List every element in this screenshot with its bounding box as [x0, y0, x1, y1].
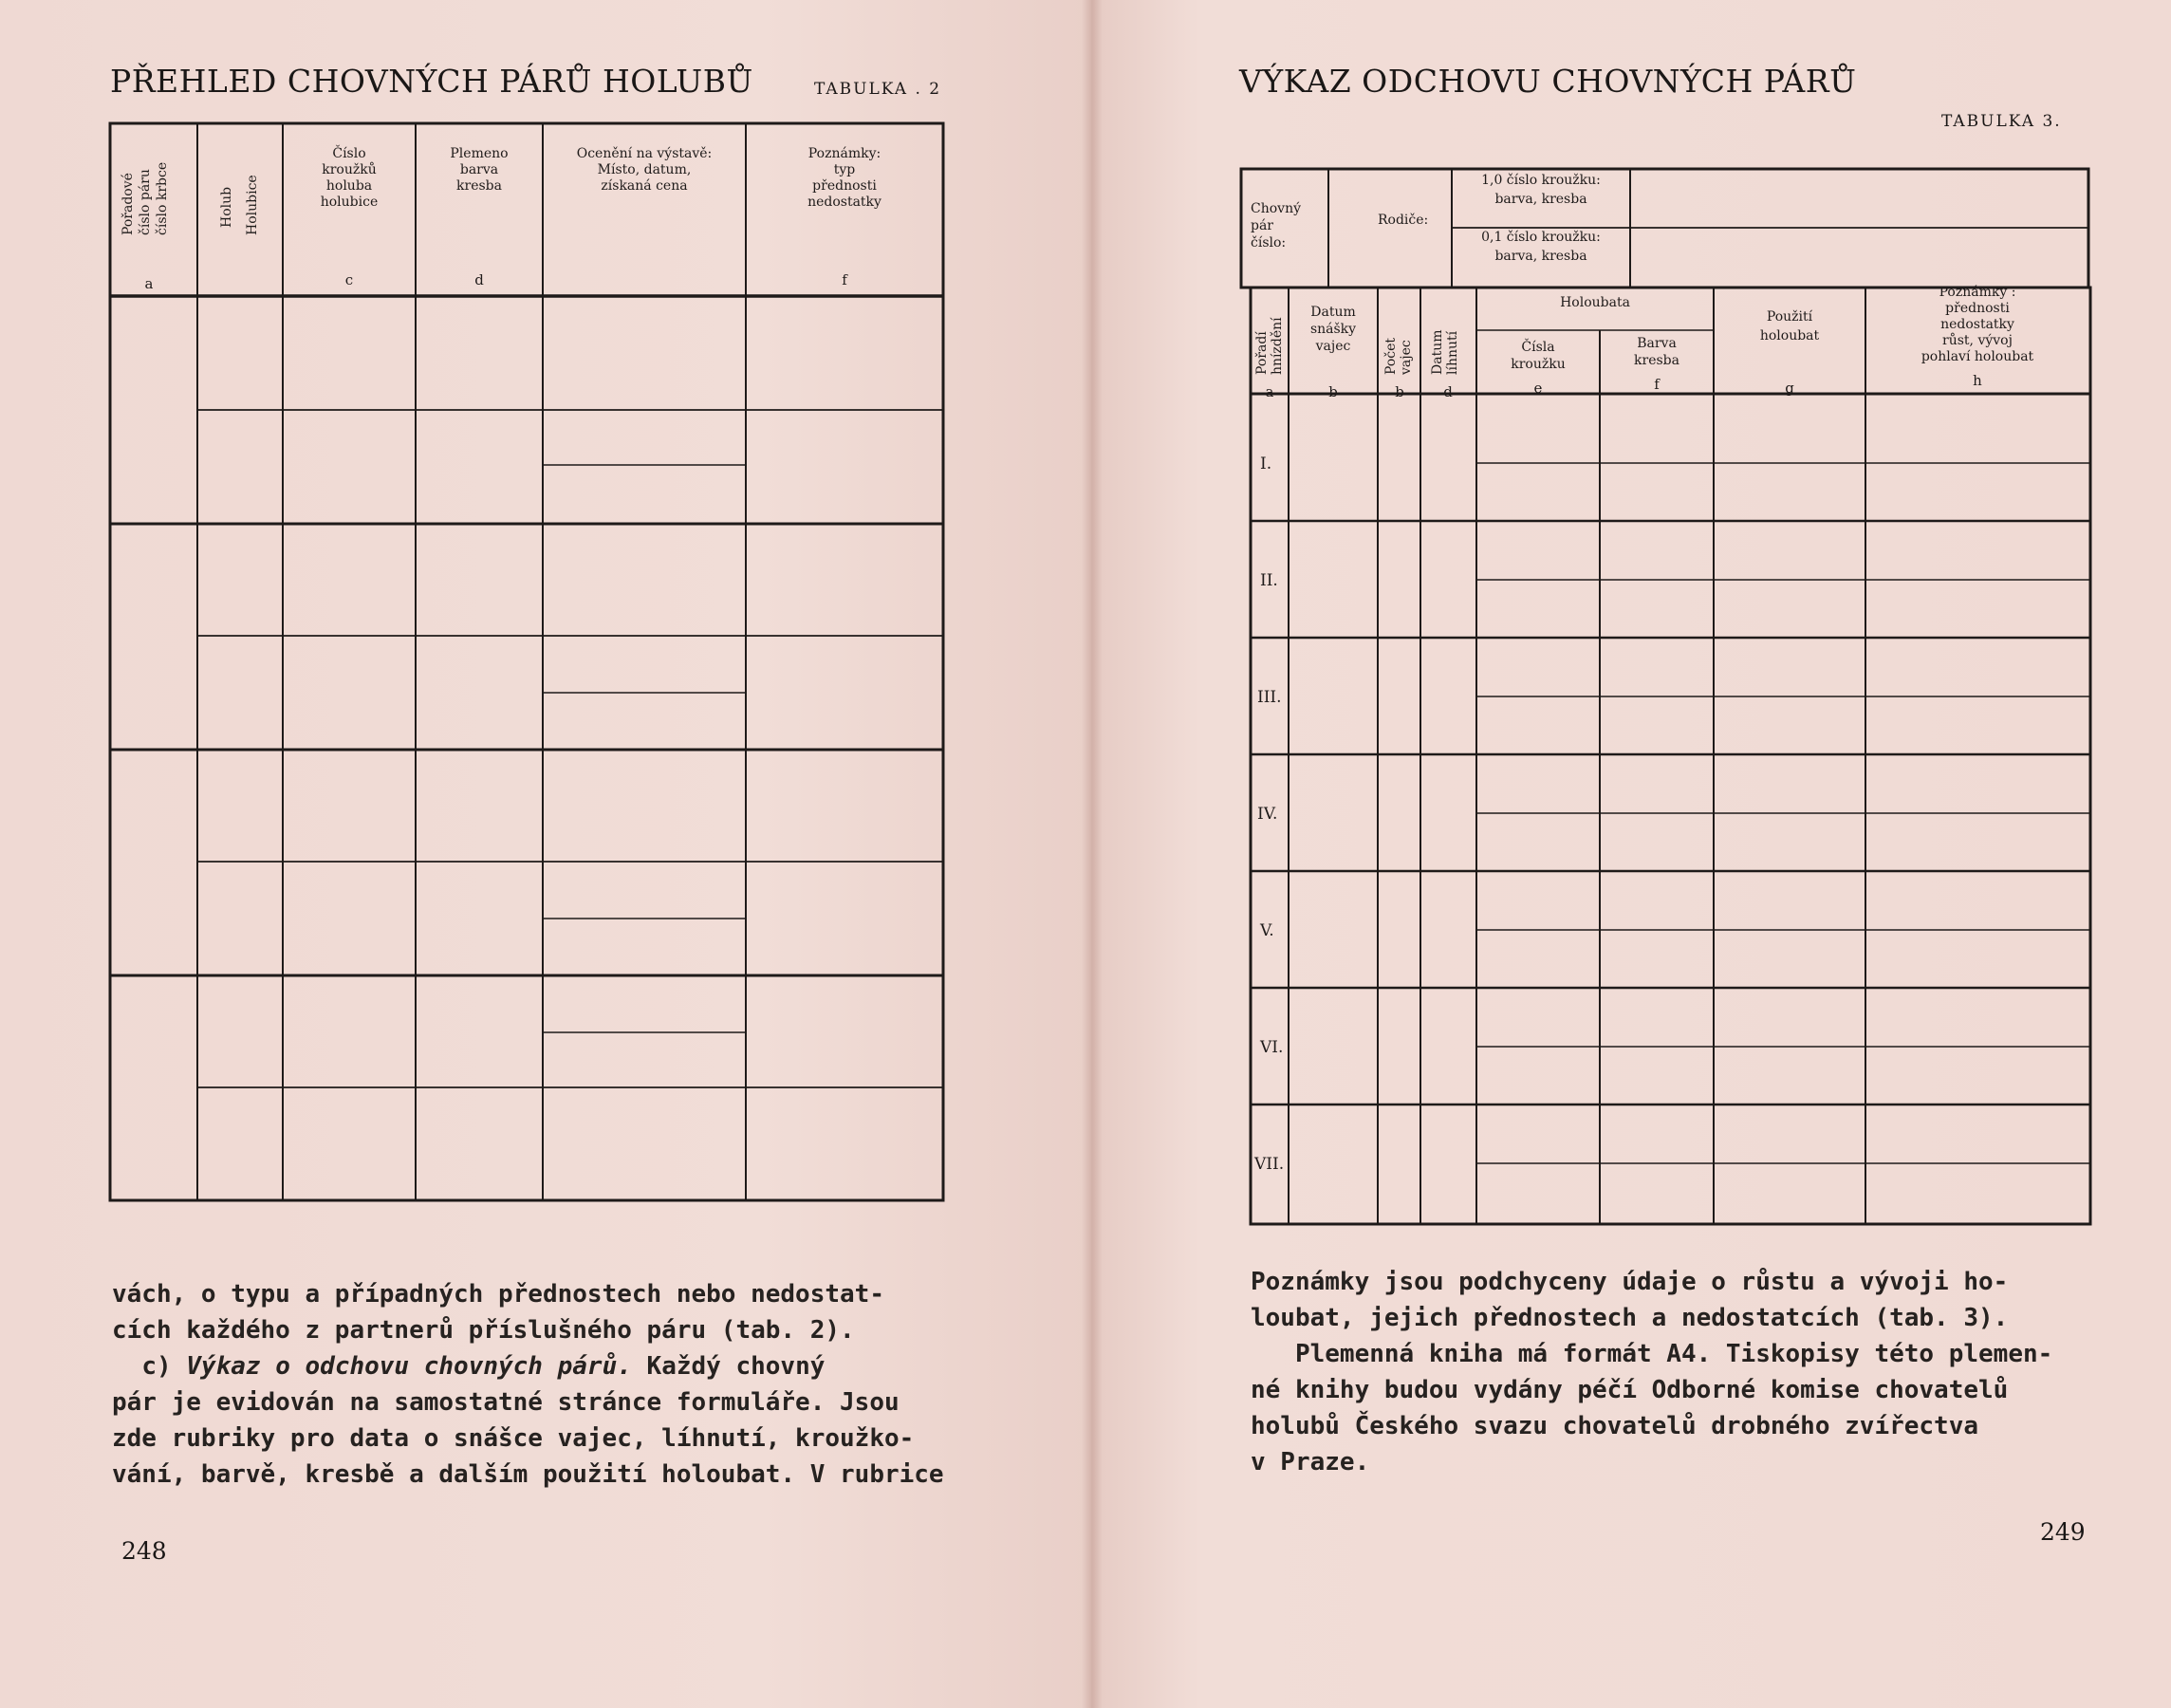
right-line-5: holubů Českého svazu chovatelů drobného zvířectva — [1251, 1412, 1979, 1440]
col-letter-f: f — [842, 271, 847, 288]
r-letter-b2: b — [1395, 383, 1404, 400]
pair-number-label: Chovný pár číslo: — [1251, 201, 1301, 251]
left-line-6: vání, barvě, kresbě a dalším použití holoubat. V rubrice — [112, 1460, 944, 1489]
right-body-text — [1251, 1264, 2052, 1480]
right-line-3: Plemenná kniha má formát A4. Tiskopisy této plemen- — [1251, 1340, 2053, 1368]
r-letter-g: g — [1785, 380, 1794, 397]
header-pair-number-3: číslo krbce — [155, 161, 170, 235]
left-line-5: zde rubriky pro data o snášce vajec, líhnutí, kroužko- — [112, 1424, 915, 1453]
r-letter-f: f — [1654, 376, 1660, 393]
right-line-4: né knihy budou vydány péčí Odborné komise chovatelů — [1251, 1376, 2009, 1404]
breeding-pairs-table — [110, 123, 943, 1200]
header-egg-count-2: vajec — [1399, 340, 1414, 375]
r-letter-a: a — [1265, 383, 1274, 400]
r-letter-d: d — [1443, 383, 1453, 400]
header-nest-order-2: hnízdění — [1270, 317, 1285, 375]
header-hatch-date-1: Datum — [1430, 329, 1445, 375]
row-label-VII: VII. — [1254, 1155, 1285, 1174]
r-letter-b: b — [1328, 383, 1338, 400]
r-letter-h: h — [1973, 372, 1982, 389]
row-label-IV: IV. — [1257, 805, 1278, 824]
right-line-1: Poznámky jsou podchyceny údaje o růstu a vývoji ho- — [1251, 1268, 2009, 1296]
left-body-text — [112, 1276, 944, 1493]
row-label-III: III. — [1257, 688, 1282, 707]
male-ring-label: 1,0 číslo kroužku: barva, kresba — [1481, 173, 1601, 207]
header-notes: Poznámky: typ přednosti nedostatky — [807, 146, 881, 210]
right-page-title: VÝKAZ ODCHOVU CHOVNÝCH PÁRŮ — [1239, 63, 1857, 100]
header-ring-numbers-young: Čísla kroužku — [1511, 340, 1566, 372]
header-notes-young: Poznámky : přednosti nedostatky růst, vývoj pohlaví holoubat — [1920, 285, 2034, 364]
left-table-label: TABULKA . 2 — [814, 80, 942, 99]
header-color-pattern: Barva kresba — [1634, 336, 1679, 368]
header-use: Použití holoubat — [1759, 309, 1820, 343]
left-page-title: PŘEHLED CHOVNÝCH PÁRŮ HOLUBŮ — [110, 63, 753, 100]
right-table-label: TABULKA 3. — [1941, 112, 2062, 131]
header-ring-numbers: Číslo kroužků holuba holubice — [320, 146, 379, 210]
section-rest: Každý chovný — [631, 1352, 826, 1381]
r-letter-e: e — [1533, 380, 1543, 397]
col-letter-d: d — [474, 271, 484, 288]
header-pair-number-1: Pořadové — [121, 173, 136, 235]
right-line-6: v Praze. — [1251, 1448, 1370, 1476]
section-prefix: c) — [141, 1352, 187, 1381]
right-page-number: 249 — [2040, 1518, 2086, 1546]
left-line-1: vách, o typu a případných přednostech nebo nedostat- — [112, 1280, 884, 1309]
header-clutch-date: Datum snášky vajec — [1309, 305, 1357, 354]
left-line-2: cích každého z partnerů příslušného páru (tab. 2). — [112, 1316, 855, 1345]
row-label-I: I. — [1260, 455, 1272, 473]
col-letter-a: a — [144, 275, 154, 292]
left-section-line — [112, 1348, 944, 1384]
header-nest-order-1: Pořadí — [1254, 331, 1270, 375]
left-page-number: 248 — [121, 1537, 167, 1565]
header-male: Holub — [219, 186, 234, 228]
header-hatch-date-2: líhnutí — [1445, 330, 1460, 375]
right-line-2: loubat, jejich přednostech a nedostatcích (tab. 3). — [1251, 1304, 2009, 1332]
header-breed: Plemeno barva kresba — [450, 146, 509, 194]
header-award: Ocenění na výstavě: Místo, datum, získaná cena — [576, 146, 713, 194]
female-ring-label: 0,1 číslo kroužku: barva, kresba — [1481, 230, 1601, 264]
col-letter-c: c — [344, 271, 354, 288]
header-female: Holubice — [245, 175, 260, 235]
parents-label: Rodiče: — [1378, 213, 1429, 228]
header-youngsters: Holoubata — [1560, 295, 1630, 310]
row-label-II: II. — [1260, 571, 1278, 590]
header-pair-number-2: číslo páru — [138, 169, 153, 235]
left-line-4: pár je evidován na samostatné stránce formuláře. Jsou — [112, 1388, 900, 1417]
header-egg-count-1: Počet — [1383, 337, 1399, 375]
row-label-VI: VI. — [1260, 1038, 1284, 1057]
section-title: Výkaz o odchovu chovných párů. — [186, 1352, 632, 1381]
row-label-V: V. — [1260, 921, 1274, 940]
